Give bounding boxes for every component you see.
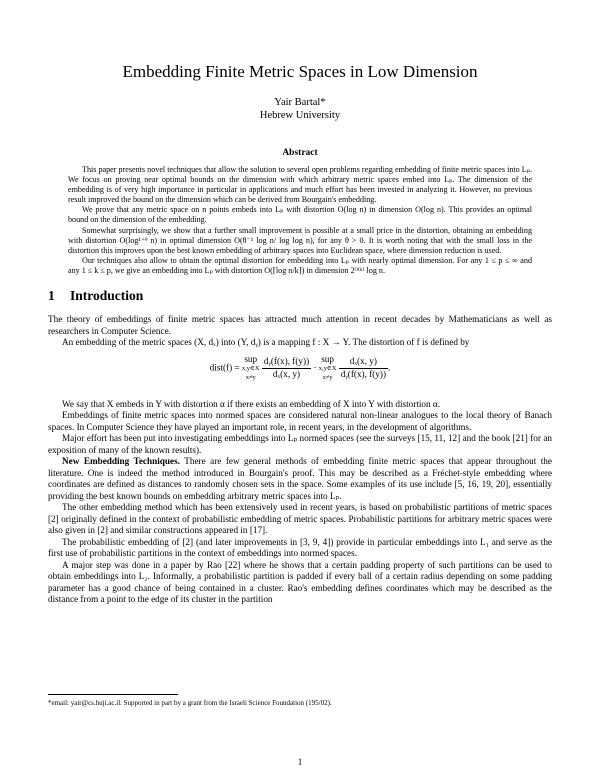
body-paragraph: An embedding of the metric spaces (X, dₓ) into (Y, dᵧ) is a mapping f : X → Y. The distortion of f is defined by	[62, 337, 470, 348]
section-title: Introduction	[70, 288, 144, 304]
section-heading	[48, 288, 552, 304]
bold-lead: New Embedding Techniques.	[62, 456, 180, 467]
formula-fraction: $\frac{\text{dᵧ(f(x), f(y))}}{\text{dₓ(x, y)}}$	[263, 356, 310, 379]
body-paragraph: We say that X embeds in Y with distortion α if there exists an embedding of X into Y with distortion α.	[62, 398, 441, 409]
body-paragraph: The other embedding method which has been extensively used in recent years, is based on probabilistic partitions of metric spaces [2] originally defined in the context of probabilistic embedding of metric spaces. Probabilistic partitions for arbitrary metric spaces were also given in [2] and similar constructions appeared in [17].	[48, 502, 552, 536]
formula-fraction: $\frac{\text{dₓ(x, y)}}{\text{dᵧ(f(x), f(y))}}$	[340, 356, 387, 379]
formula-lhs: dist(f) =	[209, 362, 240, 373]
abstract-paragraph: We prove that any metric space on n points embeds into Lₚ with distortion O(log n) in dimension O(log n). This provides an optimal bound on the dimension of the embedding.	[68, 205, 532, 225]
abstract-heading: Abstract	[282, 148, 318, 158]
author-name: Yair Bartal*	[274, 97, 326, 108]
body-paragraph: Embeddings of finite metric spaces into normed spaces are considered natural non-linear analogues to the local theory of Banach spaces. In Computer Science they have played an important role, in recent years, in the development of algorithms.	[48, 410, 552, 432]
footnote-text: *email: yair@cs.huji.ac.il. Supported in part by a grant from the Israeli Science Foundation (195/02).	[48, 699, 332, 707]
body-paragraph: The probabilistic embedding of [2] (and later improvements in [3, 9, 4]) provide in particular embeddings into L₁ and serve as the first use of probabilistic partitions in the context of embeddings into normed spaces.	[48, 536, 552, 559]
paper-page	[48, 62, 552, 606]
author-affiliation: Hebrew University	[259, 110, 341, 121]
abstract-paragraph: This paper presents novel techniques that allow the solution to several open problems regarding embedding of finite metric spaces into Lₚ. We focus on proving near optimal bounds on the dimension with which arbitrary metric spaces embed into Lₚ. The dimension of the embedding is of very high importance in particular in applications and much effort has been invested in analyzing it. However, no previous result improved the bound on the dimension which can be derived from Bourgain's embedding.	[68, 165, 532, 205]
body-paragraph: New Embedding Techniques. There are few general methods of embedding finite metric spaces that appear throughout the literature. One is indeed the method introduced in Bourgain's proof. This may be described as a Fréchet-style embedding where coordinates are defined as distances to randomly chosen sets in the space. Some examples of its use include [5, 16, 19, 20], essentially providing the best known bounds on embedding arbitrary metric spaces into Lₚ.	[48, 456, 552, 501]
abstract-body	[68, 165, 532, 276]
page-number: 1	[297, 757, 303, 767]
formula-sup: sup x,y∈X x≠y	[241, 353, 260, 381]
section-number: 1	[48, 288, 55, 304]
body-text	[48, 314, 552, 606]
paper-title: Embedding Finite Metric Spaces in Low Dimension	[122, 62, 478, 81]
body-paragraph: The theory of embeddings of finite metric spaces has attracted much attention in recent decades by Mathematicians as well as researchers in Computer Science.	[48, 314, 552, 336]
footnote	[48, 694, 552, 707]
formula-sup: sup x,y∈X x≠y	[318, 353, 337, 381]
body-paragraph: Major effort has been put into investigating embeddings into Lₚ normed spaces (see the surveys [15, 11, 12] and the book [21] for an exposition of many of the known results).	[48, 433, 552, 455]
body-paragraph: A major step was done in a paper by Rao [22] where he shows that a certain padding property of such partitions can be used to obtain embeddings into L₂. Informally, a probabilistic partition is padded if every ball of a certain radius depending on some padding parameter has a good chance of being contained in a cluster. Rao's embedding defines coordinates which may be described as the distance from a point to the edge of its cluster in the partition	[48, 559, 552, 605]
abstract-paragraph: Our techniques also allow to obtain the optimal distortion for embedding into Lₚ with nearly optimal dimension. For any 1 ≤ p ≤ ∞ and any 1 ≤ k ≤ p, we give an embedding into Lₚ with distortion O(⌈log n/k⌉) in dimension 2ᴼ⁽ᵏ⁾ log n.	[68, 255, 532, 275]
abstract-paragraph: Somewhat surprisingly, we show that a further small improvement is possible at a small price in the distortion, obtaining an embedding with distortion O(log¹⁺ᶿ n) in optimal dimension O(θ⁻¹ log n/ log log n), for any θ > 0. It is worth noting that with the small loss in the distortion this improves upon the best known embedding of arbitrary spaces into Euclidean space, where dimension reduction is used.	[68, 225, 532, 255]
formula-dot: ·	[313, 362, 317, 373]
footnote-rule	[48, 694, 178, 695]
distortion-formula: dist(f) = sup x,y∈X x≠y $\frac{\text{dᵧ(f(x), f(y))}}{\text{dₓ(x, y)}}$ · sup x,y∈X x≠y $\frac{\text{dₓ(x, y)}}{\text{dᵧ(f(x), f(y))}}$ .	[209, 353, 391, 381]
